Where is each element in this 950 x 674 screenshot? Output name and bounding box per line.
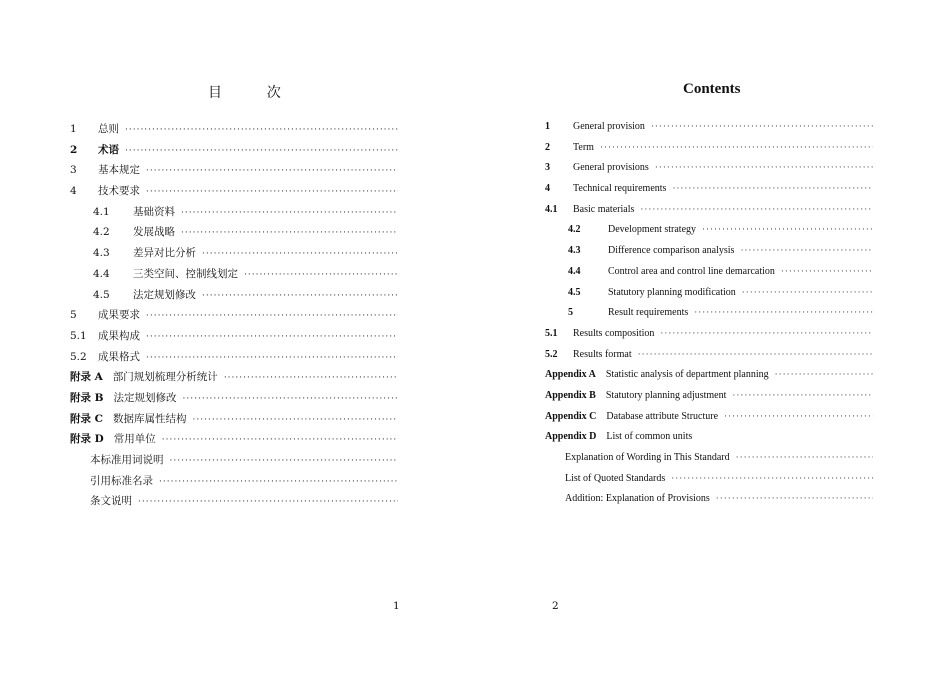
toc-entry[interactable] — [70, 473, 398, 494]
leader-dots — [732, 390, 873, 400]
toc-entry-number: 3 — [545, 162, 550, 174]
toc-entry[interactable] — [545, 431, 873, 452]
toc-entry-number: 4.4 — [568, 265, 581, 277]
leader-dots — [781, 266, 873, 276]
page-title: Contents — [683, 81, 741, 97]
leader-dots — [170, 456, 399, 466]
toc-entry-title: General provision — [573, 121, 645, 132]
toc-entry[interactable] — [545, 473, 873, 494]
leader-dots — [146, 187, 398, 197]
toc-entry-number: 4.2 — [568, 224, 581, 236]
toc-entry-title: 法定规划修改 — [113, 391, 177, 404]
leader-dots — [146, 311, 398, 321]
toc-entry[interactable] — [70, 266, 398, 287]
toc-entry[interactable] — [70, 307, 398, 328]
toc-entry-title: Basic materials — [573, 203, 635, 215]
leader-dots — [193, 415, 398, 425]
toc-entry-number: 4.4 — [93, 267, 110, 280]
toc-entry[interactable] — [545, 266, 873, 287]
toc-entry[interactable] — [70, 431, 398, 452]
toc-entry[interactable] — [545, 183, 873, 204]
toc-entry-number: 5 — [568, 307, 573, 319]
leader-dots — [183, 394, 398, 404]
toc-entry-number: 附录 D — [70, 433, 104, 446]
toc-entry[interactable] — [70, 183, 398, 204]
toc-entry-number: 附录 C — [70, 412, 104, 425]
toc-entry-title: 术语 — [98, 143, 119, 156]
leader-dots — [600, 142, 873, 152]
toc-entry-title: 成果要求 — [98, 309, 140, 322]
toc-entry[interactable] — [70, 224, 398, 245]
toc-entry-title: Statutory planning modification — [608, 286, 736, 298]
toc-entry[interactable] — [70, 369, 398, 390]
toc-entry-number: 2 — [545, 141, 550, 153]
toc-entry[interactable] — [70, 452, 398, 473]
leader-dots — [146, 332, 398, 342]
toc-entry-title: 法定规划修改 — [133, 288, 196, 301]
toc-entry-number: 5.2 — [70, 350, 87, 363]
toc-entry[interactable] — [545, 493, 873, 514]
toc-entry-title: List of common units — [606, 431, 693, 443]
toc-entry[interactable] — [70, 142, 398, 163]
toc-entry-title: General provisions — [573, 162, 649, 174]
toc-entry-title: Control area and control line demarcation — [608, 265, 775, 277]
toc-entry[interactable] — [545, 162, 873, 183]
title-char: 目 — [208, 85, 224, 101]
leader-dots — [655, 162, 873, 172]
leader-dots — [146, 353, 398, 363]
table-of-contents — [545, 121, 873, 514]
page-number: 2 — [552, 600, 559, 612]
toc-entry-title: List of Quoted Standards — [565, 472, 666, 484]
page-title — [208, 82, 283, 102]
leader-dots — [162, 435, 398, 445]
toc-entry-title: 常用单位 — [113, 433, 156, 446]
toc-entry-number: 3 — [70, 164, 77, 177]
toc-entry[interactable] — [70, 493, 398, 514]
toc-entry-number: 1 — [70, 123, 77, 135]
leader-dots — [159, 477, 398, 487]
toc-entry[interactable] — [545, 287, 873, 308]
toc-entry[interactable] — [545, 142, 873, 163]
leader-dots — [244, 270, 398, 280]
toc-entry-title: 数据库属性结构 — [113, 412, 187, 425]
toc-entry-number: 5.1 — [70, 329, 87, 342]
toc-entry[interactable] — [545, 369, 873, 390]
toc-entry-title: Results format — [573, 348, 632, 360]
toc-entry[interactable] — [545, 349, 873, 370]
leader-dots — [660, 328, 873, 338]
leader-dots — [672, 183, 873, 193]
toc-entry-title: 基础资料 — [133, 205, 175, 218]
toc-entry-title: 成果格式 — [98, 350, 140, 363]
toc-entry-title: 引用标准名录 — [90, 474, 153, 487]
toc-entry[interactable] — [70, 204, 398, 225]
toc-entry-title: 总则 — [98, 123, 119, 135]
toc-entry-title: Difference comparison analysis — [608, 245, 735, 257]
toc-entry-number: 5.2 — [545, 348, 558, 360]
toc-entry-title: Explanation of Wording in This Standard — [565, 452, 730, 463]
toc-entry-number: 4.3 — [568, 245, 581, 257]
toc-entry[interactable] — [545, 307, 873, 328]
toc-entry[interactable] — [545, 411, 873, 432]
leader-dots — [181, 228, 398, 238]
title-char: 次 — [266, 85, 283, 101]
toc-entry[interactable] — [70, 121, 398, 142]
toc-entry-number: 附录 A — [70, 371, 103, 384]
toc-entry-title: Technical requirements — [573, 183, 667, 195]
toc-entry-title: 基本规定 — [98, 164, 140, 177]
leader-dots — [224, 373, 398, 383]
leader-dots — [146, 166, 398, 176]
toc-entry[interactable] — [70, 390, 398, 411]
leader-dots — [740, 245, 873, 255]
toc-entry[interactable] — [70, 328, 398, 349]
leader-dots — [702, 224, 873, 234]
leader-dots — [640, 204, 873, 214]
toc-entry-title: 条文说明 — [90, 495, 132, 508]
toc-entry-title: Database attribute Structure — [606, 410, 719, 422]
page-number: 1 — [393, 600, 400, 612]
toc-entry-number: 4.1 — [545, 203, 558, 215]
toc-entry-number: Appendix B — [545, 389, 596, 401]
leader-dots — [202, 291, 398, 301]
toc-entry[interactable] — [545, 204, 873, 225]
toc-entry-number: 4.5 — [568, 286, 581, 298]
leader-dots — [125, 125, 398, 135]
toc-entry[interactable] — [545, 328, 873, 349]
toc-entry-title: Addition: Explanation of Provisions — [565, 493, 710, 505]
leader-dots — [651, 121, 873, 131]
leader-dots — [125, 146, 398, 156]
toc-entry-title: 成果构成 — [98, 329, 140, 342]
leader-dots — [202, 249, 398, 259]
leader-dots — [724, 411, 873, 421]
toc-entry-title: Term — [573, 141, 594, 153]
toc-entry-number: 5.1 — [545, 327, 558, 339]
toc-entry-title: Statutory planning adjustment — [605, 389, 727, 401]
toc-entry-title: 技术要求 — [98, 185, 140, 198]
toc-entry[interactable] — [70, 349, 398, 370]
toc-entry-title: Statistic analysis of department planning — [605, 369, 769, 381]
leader-dots — [671, 473, 873, 483]
leader-dots — [138, 497, 398, 507]
leader-dots — [638, 349, 873, 359]
toc-entry-number: Appendix C — [545, 410, 597, 422]
toc-entry-title: 差异对比分析 — [133, 247, 196, 260]
toc-entry-number: 2 — [70, 143, 78, 156]
toc-entry[interactable] — [545, 245, 873, 266]
right-page — [475, 0, 950, 674]
leader-dots — [716, 493, 873, 503]
toc-entry[interactable] — [70, 287, 398, 308]
toc-entry[interactable] — [545, 390, 873, 411]
table-of-contents — [70, 121, 398, 514]
toc-entry-number: Appendix A — [545, 369, 596, 381]
leader-dots — [742, 287, 873, 297]
toc-entry-number: 4 — [545, 183, 550, 195]
toc-entry-number: 5 — [70, 309, 77, 322]
toc-entry-title: 部门规划梳理分析统计 — [112, 371, 218, 384]
toc-entry-number: 4.3 — [93, 247, 110, 260]
leader-dots — [694, 307, 873, 317]
leader-dots — [775, 369, 873, 379]
toc-entry-number: 1 — [545, 121, 550, 132]
toc-entry[interactable] — [545, 452, 873, 473]
toc-entry-number: 4.5 — [93, 288, 110, 301]
leader-dots — [181, 208, 398, 218]
toc-entry-title: Development strategy — [608, 224, 697, 236]
toc-entry-number: 附录 B — [70, 391, 104, 404]
toc-entry-number: 4 — [70, 185, 77, 198]
toc-entry[interactable] — [70, 245, 398, 266]
toc-entry[interactable] — [545, 224, 873, 245]
toc-entry-number: Appendix D — [545, 431, 597, 443]
toc-entry-number: 4.2 — [93, 226, 110, 239]
toc-entry-title: 三类空间、控制线划定 — [133, 267, 238, 280]
leader-dots — [736, 452, 873, 462]
toc-entry[interactable] — [70, 411, 398, 432]
toc-entry-title: Result requirements — [608, 307, 689, 319]
toc-entry-title: Results composition — [573, 327, 655, 339]
toc-entry-title: 本标准用词说明 — [90, 454, 164, 466]
toc-entry[interactable] — [70, 162, 398, 183]
toc-entry-title: 发展战略 — [133, 226, 175, 239]
toc-entry-number: 4.1 — [93, 205, 110, 218]
toc-entry[interactable] — [545, 121, 873, 142]
